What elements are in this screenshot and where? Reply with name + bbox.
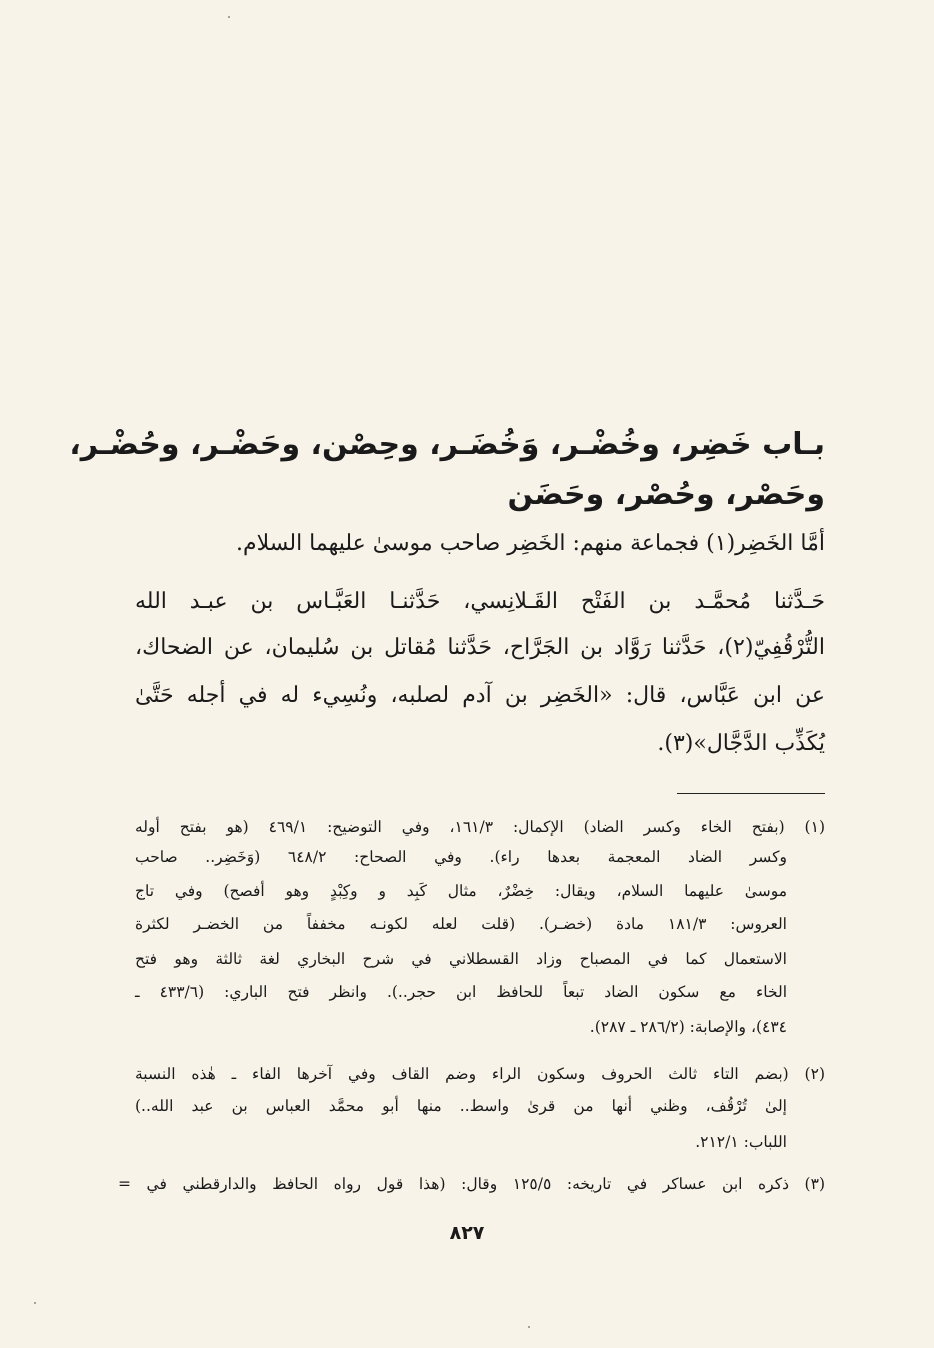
page-number: ٨٢٧ [449, 1222, 485, 1244]
body-line-2: حَـدَّثنا مُحمَّـد بن الفَتْح القَـلانِسي، حَدَّثنـا العَبَّـاس بن عبـد الله [135, 589, 825, 614]
footnote-1-line-4: العروس: ١٨١/٣ مادة (خضـر). (قلت لعله لكونـه مخففاً من الخضـر لكثرة [135, 915, 787, 933]
footnote-1-line-3: موسىٰ عليهما السلام، ويقال: خِضْرٌ، مثال كَبِد و وكِبْدٍ وهو أفصح) وفي تاج [135, 882, 787, 900]
chapter-heading-line-1: بـاب خَضِر، وخُضْـر، وَخُضَـر، وحِصْن، وحَضْـر، وحُضْـر، [69, 427, 825, 462]
footnote-1-line-7: ٤٣٤)، والإصابة: (٢٨٦/٢ ـ ٢٨٧). [589, 1018, 787, 1036]
body-line-3: التُّرْقُفِيّ(٢)، حَدَّثنا رَوَّاد بن الجَرَّاح، حَدَّثنا مُقاتل بن سُليمان، عن الضحاك، [135, 635, 825, 660]
chapter-heading-line-2: وحَصْر، وحُصْر، وحَضَن [507, 477, 825, 512]
footnote-1-line-6: الخاء مع سكون الضاد تبعاً للحافظ ابن حجر..). وانظر فتح الباري: (٤٣٣/٦ ـ [135, 983, 788, 1001]
body-line-4: عن ابن عَبَّاس، قال: «الخَضِر بن آدم لصلبه، ونُسِيء له في أجله حَتَّىٰ [135, 683, 825, 708]
body-line-1: أمَّا الخَضِر(١) فجماعة منهم: الخَضِر صاحب موسىٰ عليهما السلام. [236, 531, 825, 556]
chapter-heading [69, 420, 825, 520]
footnote-1-line-1: (١) (بفتح الخاء وكسر الضاد) الإكمال: ١٦١/٣، وفي التوضيح: ٤٦٩/١ (هو بفتح أوله [135, 818, 825, 836]
footnote-2-line-1: (٢) (بضم التاء ثالث الحروف وسكون الراء وضم القاف وفي آخرها الفاء ـ هٰذه النسبة [135, 1065, 825, 1083]
paper-speck [528, 1326, 530, 1328]
footnote-3-line-1: (٣) ذكره ابن عساكر في تاريخه: ١٢٥/٥ وقال: (هذا قول رواه الحافظ والدارقطني في = [118, 1175, 825, 1193]
paper-speck [34, 1302, 36, 1304]
footnote-1-line-5: الاستعمال كما في المصباح وزاد القسطلاني في شرح البخاري لغة ثالثة وهو فتح [135, 950, 787, 968]
paper-speck [228, 16, 230, 18]
body-line-5: يُكَذِّب الدَّجَّال»(٣). [657, 731, 825, 756]
footnote-2-line-2: إلىٰ تُرْقُف، وظني أنها من قرىٰ واسط.. منها أبو محمَّد العباس بن عبد الله..) [135, 1097, 787, 1115]
footnote-separator [677, 793, 825, 794]
footnote-2-line-3: اللباب: ٢١٢/١. [695, 1133, 787, 1151]
footnote-1-line-2: وكسر الضاد المعجمة بعدها راء). وفي الصحاح: ٦٤٨/٢ (وَخَضِر.. صاحب [135, 848, 787, 866]
